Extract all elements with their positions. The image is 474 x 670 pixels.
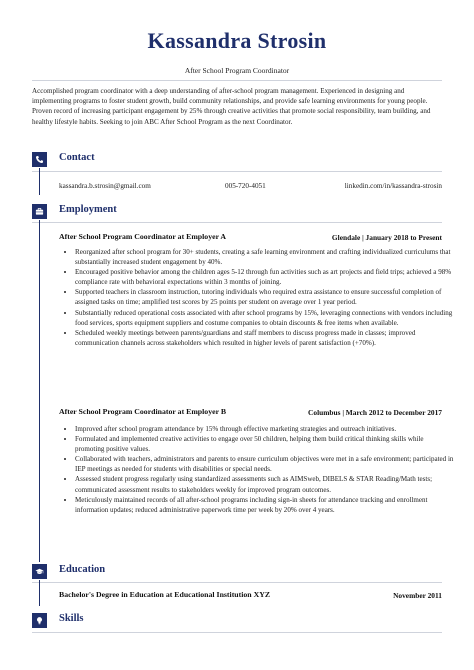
candidate-name: Kassandra Strosin [147, 28, 327, 53]
list-item: • Supported teachers in classroom instruction, tutoring individuals who required extra assistance to ensure successful completion of assigned tasks on time; amplified test scores by 25 points per student on average over 1 year period. [75, 287, 454, 307]
email-link[interactable]: kassandra.b.strosin@gmail.com [59, 182, 151, 190]
list-item: • Encouraged positive behavior among the children ages 5-12 through fun activities such as art projects and field trips; achieved a 98% compliance rate with behavioral expectations within 3 months of joining. [75, 267, 454, 287]
section-timeline-line [39, 580, 40, 606]
section-timeline-line [39, 220, 40, 562]
section-timeline-line [39, 168, 40, 195]
job-location-dates-a: Glendale | January 2018 to Present [331, 233, 442, 242]
phone-icon [32, 152, 47, 167]
employment-divider [32, 222, 442, 223]
phone-number[interactable]: 005-720-4051 [225, 182, 266, 190]
graduation-cap-icon [32, 564, 47, 579]
list-item: • Meticulously maintained records of all after-school programs including sign-in sheets for attendance tracking and enrollment information updates; reduced administrative paperwork time per week by 20% over 4 years. [75, 495, 454, 515]
job-bullets-a [59, 247, 454, 348]
skills-divider [32, 632, 442, 633]
education-degree: Bachelor's Degree in Education at Educational Institution XYZ [59, 590, 271, 599]
summary-paragraph: Accomplished program coordinator with a deep understanding of after-school program management. Experienced in designing and implementing programs to foster student growth, build community relationships, and provide safe learning environments for young people. Proven record of increasing participant engagement by 25% through creative activities that promote social responsibility, team building, and healthy lifestyle habits. Seeking to join ABC After School Program as the next Coordinator. [32, 87, 431, 126]
contact-heading: Contact [59, 152, 95, 163]
job-title-subtitle: After School Program Coordinator [184, 66, 290, 75]
job-bullets-b [59, 424, 454, 515]
list-item: • Reorganized after school program for 30+ students, creating a safe learning environment and crafting individualized curriculums that substantially increased student engagement by 40%. [75, 247, 454, 267]
list-item: • Substantially reduced operational costs associated with after school programs by 15%, leveraging connections with vendors including food services, sports equipment suppliers and costume companies to obtain discounts & free items when available. [75, 308, 454, 328]
job-location-dates-b: Columbus | March 2012 to December 2017 [308, 408, 442, 417]
job-title-b: After School Program Coordinator at Employer B [59, 407, 227, 416]
briefcase-icon [32, 204, 47, 219]
education-divider [32, 582, 442, 583]
list-item: • Improved after school program attendance by 15% through effective marketing strategies and outreach initiatives. [75, 424, 454, 434]
contact-divider [32, 171, 442, 172]
employment-heading: Employment [59, 204, 117, 215]
skills-heading: Skills [59, 613, 84, 624]
list-item: • Assessed student progress regularly using standardized assessments such as AIMSweb, DIBELS & STAR Reading/Math tests; communicated assessment results to stakeholders weekly for improved program outcomes. [75, 474, 454, 494]
education-heading: Education [59, 564, 106, 575]
list-item: • Collaborated with teachers, administrators and parents to ensure curriculum objectives were met in a safe environment; participated in IEP meetings as needed for students with disabilities or special needs. [75, 454, 454, 474]
list-item: • Scheduled weekly meetings between parents/guardians and staff members to discuss progress made in classes; improved communication channels across stakeholders which resulted in higher levels of parent satisfaction (+70%). [75, 328, 454, 348]
header-divider [32, 80, 442, 81]
job-title-a: After School Program Coordinator at Employer A [59, 232, 227, 241]
lightbulb-icon [32, 613, 47, 628]
list-item: • Formulated and implemented creative activities to engage over 50 children, helping them build critical thinking skills while promoting positive values. [75, 434, 454, 454]
education-date: November 2011 [393, 591, 442, 600]
linkedin-link[interactable]: linkedin.com/in/kassandra-strosin [344, 182, 442, 190]
